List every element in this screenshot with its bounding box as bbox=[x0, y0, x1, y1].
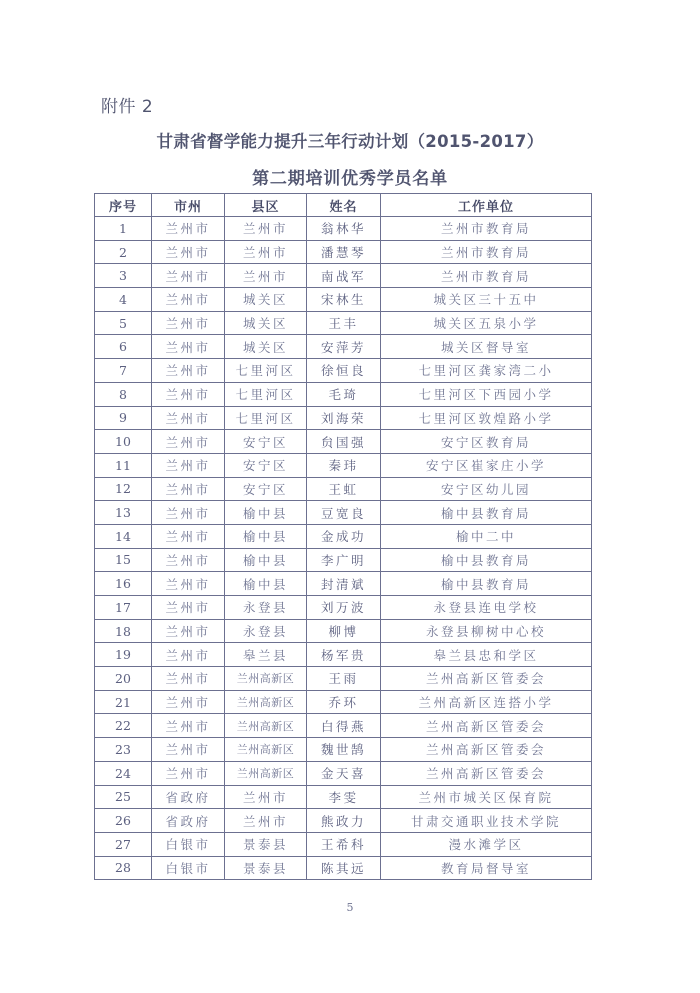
table-row bbox=[95, 288, 592, 312]
cell-serial-number: 21 bbox=[95, 690, 152, 714]
header-work-unit: 工作单位 bbox=[381, 194, 592, 217]
cell-name: 王虹 bbox=[307, 477, 381, 501]
cell-serial-number: 4 bbox=[95, 288, 152, 312]
cell-work-unit: 兰州高新区连搭小学 bbox=[381, 690, 592, 714]
cell-work-unit: 七里河区下西园小学 bbox=[381, 382, 592, 406]
header-name: 姓名 bbox=[307, 194, 381, 217]
table-row bbox=[95, 240, 592, 264]
cell-city: 兰州市 bbox=[152, 288, 225, 312]
cell-work-unit: 兰州高新区管委会 bbox=[381, 714, 592, 738]
cell-district: 安宁区 bbox=[225, 453, 307, 477]
cell-name: 金成功 bbox=[307, 524, 381, 548]
cell-city: 兰州市 bbox=[152, 596, 225, 620]
cell-work-unit: 城关区三十五中 bbox=[381, 288, 592, 312]
cell-city: 兰州市 bbox=[152, 453, 225, 477]
table-row bbox=[95, 761, 592, 785]
cell-work-unit: 漫水滩学区 bbox=[381, 832, 592, 856]
table-row bbox=[95, 501, 592, 525]
table-row bbox=[95, 217, 592, 241]
cell-work-unit: 永登县连电学校 bbox=[381, 596, 592, 620]
cell-name: 白得燕 bbox=[307, 714, 381, 738]
cell-serial-number: 15 bbox=[95, 548, 152, 572]
cell-work-unit: 甘肃交通职业技术学院 bbox=[381, 809, 592, 833]
table-row bbox=[95, 477, 592, 501]
cell-name: 熊政力 bbox=[307, 809, 381, 833]
cell-city: 兰州市 bbox=[152, 643, 225, 667]
cell-work-unit: 榆中县教育局 bbox=[381, 572, 592, 596]
cell-name: 刘海荣 bbox=[307, 406, 381, 430]
header-district: 县区 bbox=[225, 194, 307, 217]
cell-name: 贠国强 bbox=[307, 430, 381, 454]
cell-work-unit: 兰州市教育局 bbox=[381, 264, 592, 288]
cell-serial-number: 5 bbox=[95, 311, 152, 335]
table-row bbox=[95, 785, 592, 809]
cell-city: 兰州市 bbox=[152, 690, 225, 714]
cell-city: 兰州市 bbox=[152, 714, 225, 738]
cell-serial-number: 27 bbox=[95, 832, 152, 856]
cell-city: 兰州市 bbox=[152, 572, 225, 596]
cell-city: 省政府 bbox=[152, 809, 225, 833]
cell-serial-number: 12 bbox=[95, 477, 152, 501]
table-row bbox=[95, 382, 592, 406]
table-header bbox=[95, 194, 592, 217]
table-row bbox=[95, 738, 592, 762]
cell-district: 景泰县 bbox=[225, 832, 307, 856]
cell-name: 金天喜 bbox=[307, 761, 381, 785]
cell-work-unit: 榆中二中 bbox=[381, 524, 592, 548]
cell-serial-number: 20 bbox=[95, 667, 152, 691]
document-title: 甘肃省督学能力提升三年行动计划（2015-2017） bbox=[156, 132, 544, 151]
cell-name: 柳博 bbox=[307, 619, 381, 643]
cell-serial-number: 17 bbox=[95, 596, 152, 620]
cell-work-unit: 皋兰县忠和学区 bbox=[381, 643, 592, 667]
cell-district: 榆中县 bbox=[225, 501, 307, 525]
cell-city: 兰州市 bbox=[152, 311, 225, 335]
cell-city: 兰州市 bbox=[152, 240, 225, 264]
cell-district: 七里河区 bbox=[225, 359, 307, 383]
cell-city: 兰州市 bbox=[152, 264, 225, 288]
cell-district: 城关区 bbox=[225, 311, 307, 335]
cell-serial-number: 8 bbox=[95, 382, 152, 406]
cell-city: 兰州市 bbox=[152, 335, 225, 359]
cell-district: 七里河区 bbox=[225, 406, 307, 430]
cell-district: 兰州高新区 bbox=[225, 690, 307, 714]
cell-name: 李广明 bbox=[307, 548, 381, 572]
cell-district: 榆中县 bbox=[225, 524, 307, 548]
cell-work-unit: 安宁区崔家庄小学 bbox=[381, 453, 592, 477]
cell-district: 景泰县 bbox=[225, 856, 307, 880]
cell-work-unit: 兰州市教育局 bbox=[381, 240, 592, 264]
cell-name: 刘万波 bbox=[307, 596, 381, 620]
table-row bbox=[95, 548, 592, 572]
cell-work-unit: 七里河区龚家湾二小 bbox=[381, 359, 592, 383]
table-row bbox=[95, 690, 592, 714]
cell-work-unit: 榆中县教育局 bbox=[381, 548, 592, 572]
cell-district: 城关区 bbox=[225, 288, 307, 312]
header-city: 市州 bbox=[152, 194, 225, 217]
cell-district: 兰州高新区 bbox=[225, 714, 307, 738]
table-row bbox=[95, 714, 592, 738]
cell-district: 榆中县 bbox=[225, 548, 307, 572]
table-row bbox=[95, 430, 592, 454]
cell-work-unit: 教育局督导室 bbox=[381, 856, 592, 880]
table-row bbox=[95, 264, 592, 288]
cell-serial-number: 16 bbox=[95, 572, 152, 596]
table-row bbox=[95, 453, 592, 477]
cell-district: 兰州高新区 bbox=[225, 738, 307, 762]
cell-work-unit: 安宁区教育局 bbox=[381, 430, 592, 454]
cell-district: 榆中县 bbox=[225, 572, 307, 596]
cell-city: 兰州市 bbox=[152, 619, 225, 643]
cell-district: 皋兰县 bbox=[225, 643, 307, 667]
cell-work-unit: 兰州市教育局 bbox=[381, 217, 592, 241]
cell-district: 兰州高新区 bbox=[225, 761, 307, 785]
cell-name: 王希科 bbox=[307, 832, 381, 856]
cell-city: 白银市 bbox=[152, 856, 225, 880]
cell-work-unit: 城关区五泉小学 bbox=[381, 311, 592, 335]
trainee-roster-table bbox=[94, 193, 592, 880]
cell-district: 安宁区 bbox=[225, 477, 307, 501]
cell-name: 李雯 bbox=[307, 785, 381, 809]
cell-name: 陈其远 bbox=[307, 856, 381, 880]
table-row bbox=[95, 335, 592, 359]
table-row bbox=[95, 359, 592, 383]
cell-name: 豆宽良 bbox=[307, 501, 381, 525]
cell-serial-number: 10 bbox=[95, 430, 152, 454]
table-row bbox=[95, 619, 592, 643]
cell-work-unit: 兰州高新区管委会 bbox=[381, 738, 592, 762]
cell-serial-number: 2 bbox=[95, 240, 152, 264]
cell-name: 封清斌 bbox=[307, 572, 381, 596]
cell-serial-number: 18 bbox=[95, 619, 152, 643]
cell-name: 南战军 bbox=[307, 264, 381, 288]
cell-work-unit: 安宁区幼儿园 bbox=[381, 477, 592, 501]
table-body bbox=[95, 217, 592, 880]
cell-city: 兰州市 bbox=[152, 667, 225, 691]
table-row bbox=[95, 809, 592, 833]
cell-name: 安萍芳 bbox=[307, 335, 381, 359]
cell-work-unit: 城关区督导室 bbox=[381, 335, 592, 359]
table-row bbox=[95, 311, 592, 335]
cell-city: 兰州市 bbox=[152, 761, 225, 785]
cell-city: 兰州市 bbox=[152, 217, 225, 241]
table-row bbox=[95, 572, 592, 596]
table-row bbox=[95, 596, 592, 620]
cell-name: 潘慧琴 bbox=[307, 240, 381, 264]
table-row bbox=[95, 832, 592, 856]
table-row bbox=[95, 856, 592, 880]
cell-name: 徐恒良 bbox=[307, 359, 381, 383]
cell-serial-number: 3 bbox=[95, 264, 152, 288]
cell-name: 王雨 bbox=[307, 667, 381, 691]
cell-district: 城关区 bbox=[225, 335, 307, 359]
cell-city: 兰州市 bbox=[152, 359, 225, 383]
cell-serial-number: 6 bbox=[95, 335, 152, 359]
cell-city: 兰州市 bbox=[152, 477, 225, 501]
header-serial-number: 序号 bbox=[95, 194, 152, 217]
cell-district: 兰州市 bbox=[225, 217, 307, 241]
cell-serial-number: 26 bbox=[95, 809, 152, 833]
cell-serial-number: 9 bbox=[95, 406, 152, 430]
cell-work-unit: 永登县柳树中心校 bbox=[381, 619, 592, 643]
table-row bbox=[95, 667, 592, 691]
cell-city: 兰州市 bbox=[152, 430, 225, 454]
cell-name: 杨军贵 bbox=[307, 643, 381, 667]
cell-serial-number: 22 bbox=[95, 714, 152, 738]
attachment-label: 附件 2 bbox=[101, 97, 154, 117]
cell-serial-number: 1 bbox=[95, 217, 152, 241]
cell-city: 兰州市 bbox=[152, 738, 225, 762]
document-subtitle: 第二期培训优秀学员名单 bbox=[252, 169, 448, 189]
cell-city: 兰州市 bbox=[152, 501, 225, 525]
cell-work-unit: 兰州高新区管委会 bbox=[381, 761, 592, 785]
cell-serial-number: 23 bbox=[95, 738, 152, 762]
cell-work-unit: 七里河区敦煌路小学 bbox=[381, 406, 592, 430]
cell-city: 兰州市 bbox=[152, 406, 225, 430]
cell-work-unit: 兰州高新区管委会 bbox=[381, 667, 592, 691]
cell-name: 宋林生 bbox=[307, 288, 381, 312]
cell-serial-number: 25 bbox=[95, 785, 152, 809]
cell-name: 王丰 bbox=[307, 311, 381, 335]
cell-work-unit: 榆中县教育局 bbox=[381, 501, 592, 525]
cell-name: 秦玮 bbox=[307, 453, 381, 477]
cell-city: 兰州市 bbox=[152, 548, 225, 572]
cell-serial-number: 24 bbox=[95, 761, 152, 785]
cell-serial-number: 14 bbox=[95, 524, 152, 548]
cell-serial-number: 11 bbox=[95, 453, 152, 477]
cell-serial-number: 13 bbox=[95, 501, 152, 525]
cell-name: 毛琦 bbox=[307, 382, 381, 406]
cell-city: 兰州市 bbox=[152, 524, 225, 548]
header-row bbox=[95, 194, 592, 217]
cell-serial-number: 28 bbox=[95, 856, 152, 880]
cell-serial-number: 7 bbox=[95, 359, 152, 383]
cell-district: 七里河区 bbox=[225, 382, 307, 406]
page-number: 5 bbox=[346, 901, 354, 914]
cell-name: 乔环 bbox=[307, 690, 381, 714]
cell-district: 永登县 bbox=[225, 619, 307, 643]
cell-district: 兰州市 bbox=[225, 264, 307, 288]
table-row bbox=[95, 524, 592, 548]
cell-district: 安宁区 bbox=[225, 430, 307, 454]
table-row bbox=[95, 643, 592, 667]
cell-district: 兰州高新区 bbox=[225, 667, 307, 691]
cell-city: 白银市 bbox=[152, 832, 225, 856]
cell-city: 省政府 bbox=[152, 785, 225, 809]
cell-district: 兰州市 bbox=[225, 785, 307, 809]
table-row bbox=[95, 406, 592, 430]
cell-name: 翁林华 bbox=[307, 217, 381, 241]
cell-district: 兰州市 bbox=[225, 240, 307, 264]
cell-name: 魏世鹄 bbox=[307, 738, 381, 762]
cell-district: 兰州市 bbox=[225, 809, 307, 833]
cell-district: 永登县 bbox=[225, 596, 307, 620]
cell-work-unit: 兰州市城关区保育院 bbox=[381, 785, 592, 809]
cell-city: 兰州市 bbox=[152, 382, 225, 406]
cell-serial-number: 19 bbox=[95, 643, 152, 667]
